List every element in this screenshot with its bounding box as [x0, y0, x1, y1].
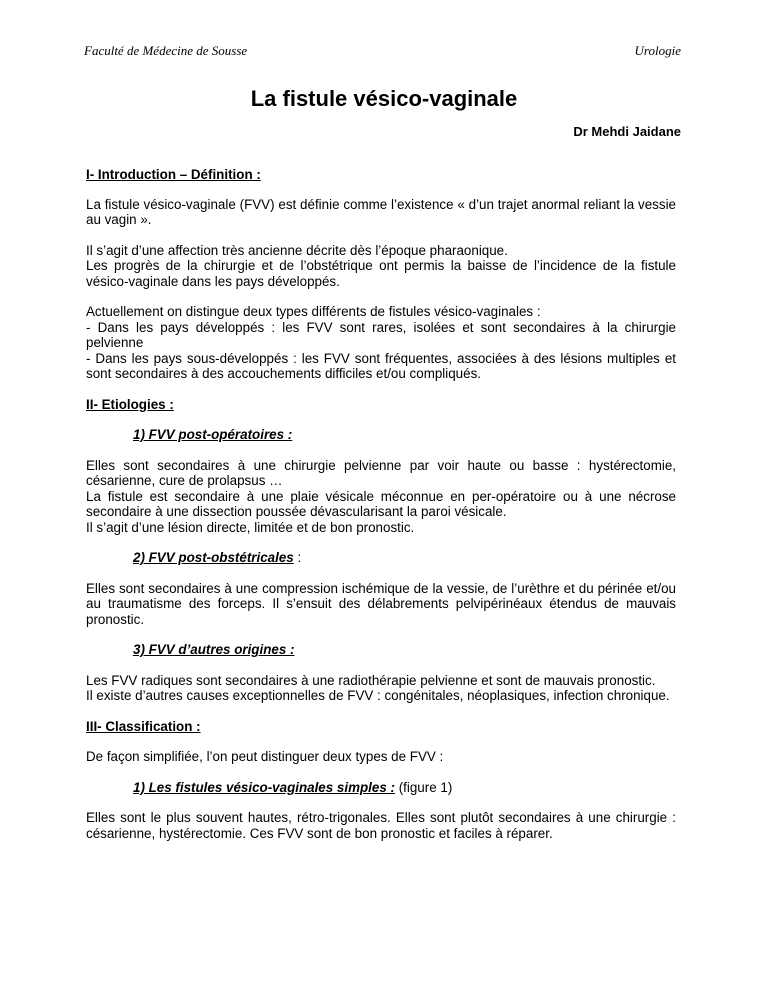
section-heading-classification: III- Classification :: [86, 718, 201, 734]
paragraph: Elles sont le plus souvent hautes, rétro-trigonales. Elles sont plutôt secondaires à une chirurgie : césarienne, hystérectomie. Ces FVV sont de bon pronostic et faciles à réparer.: [86, 810, 676, 841]
subsection-heading: [86, 642, 676, 658]
document-body: [86, 167, 676, 841]
figure-reference: (figure 1): [394, 779, 453, 795]
subsection-heading-text: 3) FVV d’autres origines :: [133, 642, 295, 657]
section-heading-introduction: I- Introduction – Définition :: [86, 167, 261, 182]
paragraph: Il s’agit d’une affection très ancienne décrite dès l’époque pharaonique.: [86, 242, 508, 258]
paragraph: La fistule vésico-vaginale (FVV) est définie comme l’existence « d’un trajet anormal reliant la vessie au vagin ».: [86, 196, 676, 227]
subsection-heading-suffix: :: [293, 550, 302, 565]
document-title: La fistule vésico-vaginale: [250, 86, 518, 111]
paragraph: La fistule est secondaire à une plaie vésicale méconnue en per-opératoire ou à une nécrose secondaire à une dissection poussée dévascularisant la paroi vésicale.: [86, 488, 676, 519]
paragraph: Il s’agit d’une lésion directe, limitée et de bon pronostic.: [86, 519, 415, 535]
paragraph: Les FVV radiques sont secondaires à une radiothérapie pelvienne et sont de mauvais pronostic.: [86, 672, 656, 688]
header-specialty: Urologie: [634, 43, 681, 58]
subsection-heading-text: 1) Les fistules vésico-vaginales simples :: [133, 779, 395, 795]
list-item: - Dans les pays développés : les FVV sont rares, isolées et sont secondaires à la chirurgie pelvienne: [86, 319, 676, 350]
subsection-heading: [86, 550, 676, 566]
paragraph: Actuellement on distingue deux types différents de fistules vésico-vaginales :: [86, 304, 541, 319]
paragraph: Elles sont secondaires à une chirurgie pelvienne par voir haute ou basse : hystérectomie, césarienne, cure de prolapsus …: [86, 457, 676, 488]
section-heading-etiologies: II- Etiologies :: [86, 396, 174, 412]
header-faculty: Faculté de Médecine de Sousse: [84, 43, 248, 58]
paragraph: De façon simplifiée, l’on peut distinguer deux types de FVV :: [86, 749, 444, 764]
subsection-heading-text: 2) FVV post-obstétricales: [133, 550, 294, 565]
paragraph: Il existe d’autres causes exceptionnelles de FVV : congénitales, néoplasiques, infection chronique.: [86, 688, 670, 703]
paragraph: Elles sont secondaires à une compression ischémique de la vessie, de l’urèthre et du périnée et/ou au traumatisme des forceps. Il s’ensuit des délabrements pelvipérinéaux étendus de mauvais pronostic.: [86, 580, 676, 627]
author-name: Dr Mehdi Jaidane: [573, 124, 681, 139]
paragraph: Les progrès de la chirurgie et de l’obstétrique ont permis la baisse de l’incidence de la fistule vésico-vaginale dans les pays développés.: [86, 258, 676, 289]
list-item: - Dans les pays sous-développés : les FVV sont fréquentes, associées à des lésions multiples et sont secondaires à des accouchements difficiles et/ou compliqués.: [86, 350, 676, 381]
subsection-heading: [86, 780, 676, 796]
subsection-heading: [86, 427, 676, 443]
subsection-heading-text: 1) FVV post-opératoires :: [133, 427, 293, 442]
